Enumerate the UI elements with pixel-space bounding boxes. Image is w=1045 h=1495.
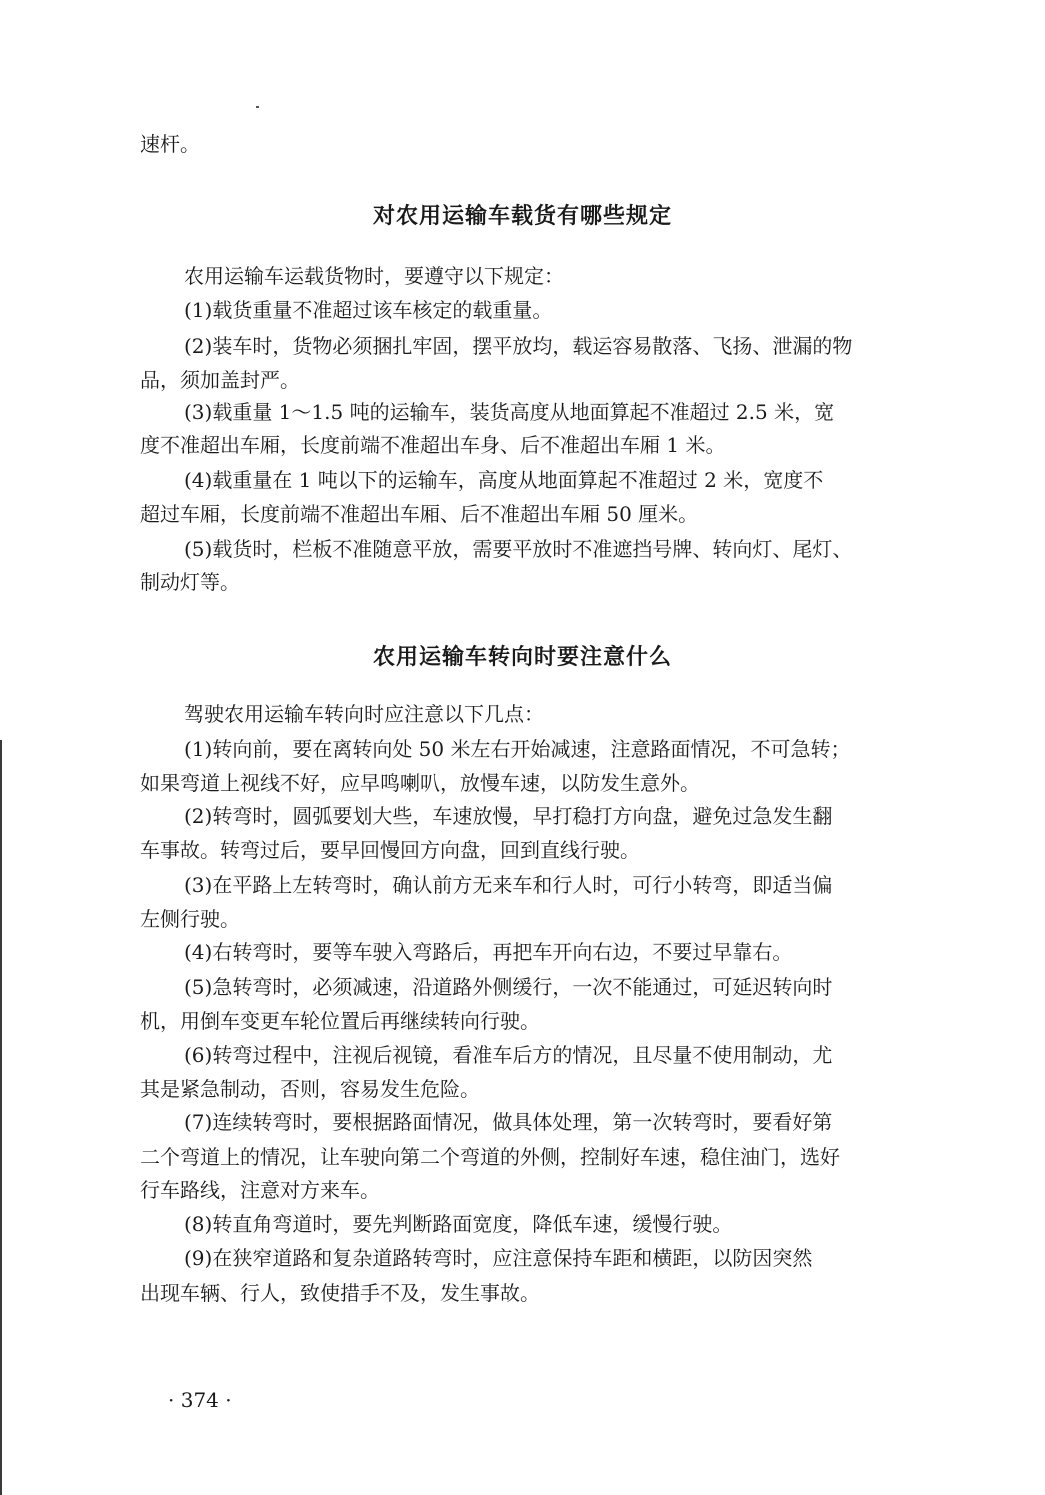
section-2-line: (3)在平路上左转弯时，确认前方无来车和行人时，可行小转弯，即适当偏 <box>184 873 833 897</box>
section-2-line: 如果弯道上视线不好，应早鸣喇叭，放慢车速，以防发生意外。 <box>140 771 700 795</box>
continuation-text: 速杆。 <box>140 132 200 156</box>
section-2-line: 出现车辆、行人，致使措手不及，发生事故。 <box>140 1281 540 1305</box>
section-1-line: 度不准超出车厢，长度前端不准超出车身、后不准超出车厢 1 米。 <box>140 433 726 457</box>
section-1-line: (5)载货时，栏板不准随意平放，需要平放时不准遮挡号牌、转向灯、尾灯、 <box>184 537 853 561</box>
section-2-line: 二个弯道上的情况，让车驶向第二个弯道的外侧，控制好车速，稳住油门，选好 <box>140 1145 840 1169</box>
page-number: · 374 · <box>168 1388 232 1412</box>
section-1-line: (1)载货重量不准超过该车核定的载重量。 <box>184 298 553 322</box>
section-2-line: 驾驶农用运输车转向时应注意以下几点： <box>184 702 544 726</box>
section-2-line: 左侧行驶。 <box>140 907 240 931</box>
section-1-line: (4)载重量在 1 吨以下的运输车，高度从地面算起不准超过 2 米，宽度不 <box>184 468 824 492</box>
section-2-line: 机，用倒车变更车轮位置后再继续转向行驶。 <box>140 1009 540 1033</box>
section-2-line: 行车路线，注意对方来车。 <box>140 1178 380 1202</box>
section-2-line: 车事故。转弯过后，要早回慢回方向盘，回到直线行驶。 <box>140 838 640 862</box>
section-2-line: (9)在狭窄道路和复杂道路转弯时，应注意保持车距和横距，以防因突然 <box>184 1246 813 1270</box>
page-edge-line <box>0 740 2 1495</box>
section-2-line: (5)急转弯时，必须减速，沿道路外侧缓行，一次不能通过，可延迟转向时 <box>184 975 833 999</box>
section-1-title: 对农用运输车载货有哪些规定 <box>372 204 672 229</box>
section-1-line: 制动灯等。 <box>140 570 240 594</box>
section-2-line: (4)右转弯时，要等车驶入弯路后，再把车开向右边，不要过早靠右。 <box>184 940 793 964</box>
section-1-line: 超过车厢，长度前端不准超出车厢、后不准超出车厢 50 厘米。 <box>140 502 699 526</box>
section-2-line: (2)转弯时，圆弧要划大些，车速放慢，早打稳打方向盘，避免过急发生翻 <box>184 804 833 828</box>
section-2-line: 其是紧急制动，否则，容易发生危险。 <box>140 1077 480 1101</box>
section-2-line: (8)转直角弯道时，要先判断路面宽度，降低车速，缓慢行驶。 <box>184 1212 733 1236</box>
section-2-line: (1)转向前，要在离转向处 50 米左右开始减速，注意路面情况，不可急转； <box>184 737 851 761</box>
section-1-line: (3)载重量 1～1.5 吨的运输车，装货高度从地面算起不准超过 2.5 米，宽 <box>184 400 835 424</box>
section-1-line: 品，须加盖封严。 <box>140 368 300 392</box>
section-2-line: (7)连续转弯时，要根据路面情况，做具体处理，第一次转弯时，要看好第 <box>184 1110 833 1134</box>
section-2-title: 农用运输车转向时要注意什么 <box>372 645 672 670</box>
section-2-line: (6)转弯过程中，注视后视镜，看准车后方的情况，且尽量不使用制动，尤 <box>184 1043 833 1067</box>
scan-speck <box>256 106 259 108</box>
section-1-line: (2)装车时，货物必须捆扎牢固，摆平放均，载运容易散落、飞扬、泄漏的物 <box>184 334 853 358</box>
section-1-line: 农用运输车运载货物时，要遵守以下规定： <box>184 264 564 288</box>
